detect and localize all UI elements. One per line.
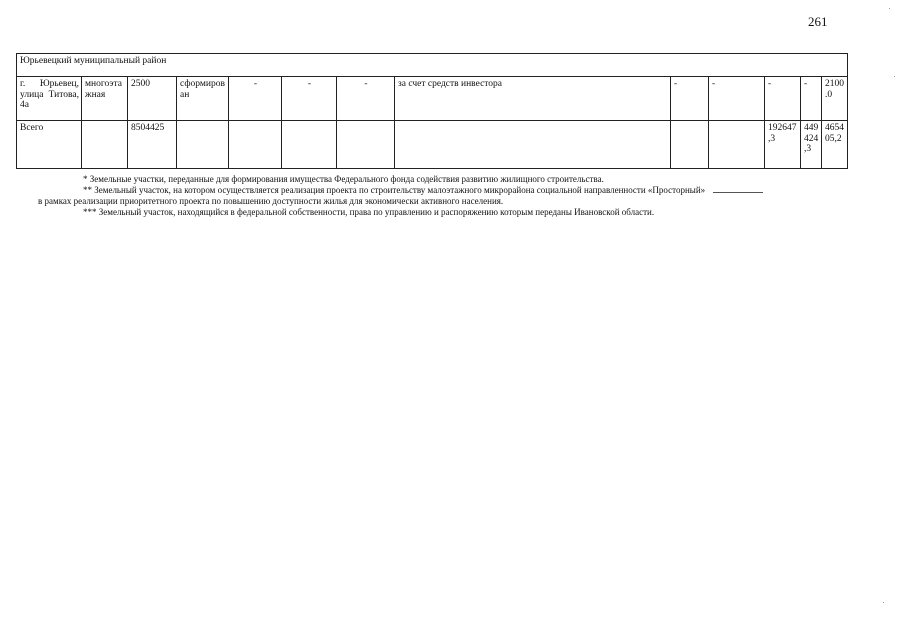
cell-dash: -	[337, 77, 395, 121]
cell-dash: -	[765, 77, 801, 121]
cell-empty	[671, 121, 709, 169]
cell-empty	[282, 121, 337, 169]
cell-total-value: 465405,2	[822, 121, 848, 169]
cell-value: 2100.0	[822, 77, 848, 121]
land-plots-table	[16, 53, 848, 169]
region-title: Юрьевецкий муниципальный район	[17, 54, 848, 77]
footnote-2-line-1: ** Земельный участок, на котором осуществляется реализация проекта по строительству малоэтажного микрорайона социальной направленности «Просторный»	[83, 185, 706, 195]
cell-financing: за счет средств инвестора	[395, 77, 671, 121]
footnote-2	[38, 185, 838, 196]
footnote-3: *** Земельный участок, находящийся в федеральной собственности, права по управлению и распоряжению которым переданы Ивановской области.	[83, 207, 655, 217]
cell-building-type: многоэтажная	[82, 77, 128, 121]
table-row	[17, 54, 848, 77]
cell-location: г. Юрьевец, улица Титова, 4а	[17, 77, 82, 121]
cell-dash: -	[709, 77, 765, 121]
cell-total-area: 8504425	[128, 121, 177, 169]
cell-empty	[177, 121, 229, 169]
footnote-2-rule	[713, 192, 763, 193]
footnotes	[38, 174, 838, 218]
scan-speck	[889, 8, 890, 9]
cell-status: сформирован	[177, 77, 229, 121]
cell-total-value: 449424,3	[801, 121, 822, 169]
table-row	[17, 121, 848, 169]
page-number: 261	[808, 14, 828, 29]
cell-total-value: 192647,3	[765, 121, 801, 169]
cell-empty	[229, 121, 282, 169]
cell-dash: -	[801, 77, 822, 121]
table-row	[17, 77, 848, 121]
scan-speck	[883, 602, 884, 603]
cell-area: 2500	[128, 77, 177, 121]
footnote-1: * Земельные участки, переданные для формирования имущества Федерального фонда содействия развитию жилищного строительства.	[83, 174, 604, 184]
cell-empty	[337, 121, 395, 169]
footnote-2-continuation: в рамках реализации приоритетного проекта по повышению доступности жилья для экономически активного населения.	[38, 196, 504, 206]
cell-dash: -	[671, 77, 709, 121]
cell-empty	[395, 121, 671, 169]
cell-empty	[82, 121, 128, 169]
cell-total-label: Всего	[17, 121, 82, 169]
scan-speck	[894, 76, 895, 77]
cell-dash: -	[282, 77, 337, 121]
cell-dash: -	[229, 77, 282, 121]
cell-empty	[709, 121, 765, 169]
